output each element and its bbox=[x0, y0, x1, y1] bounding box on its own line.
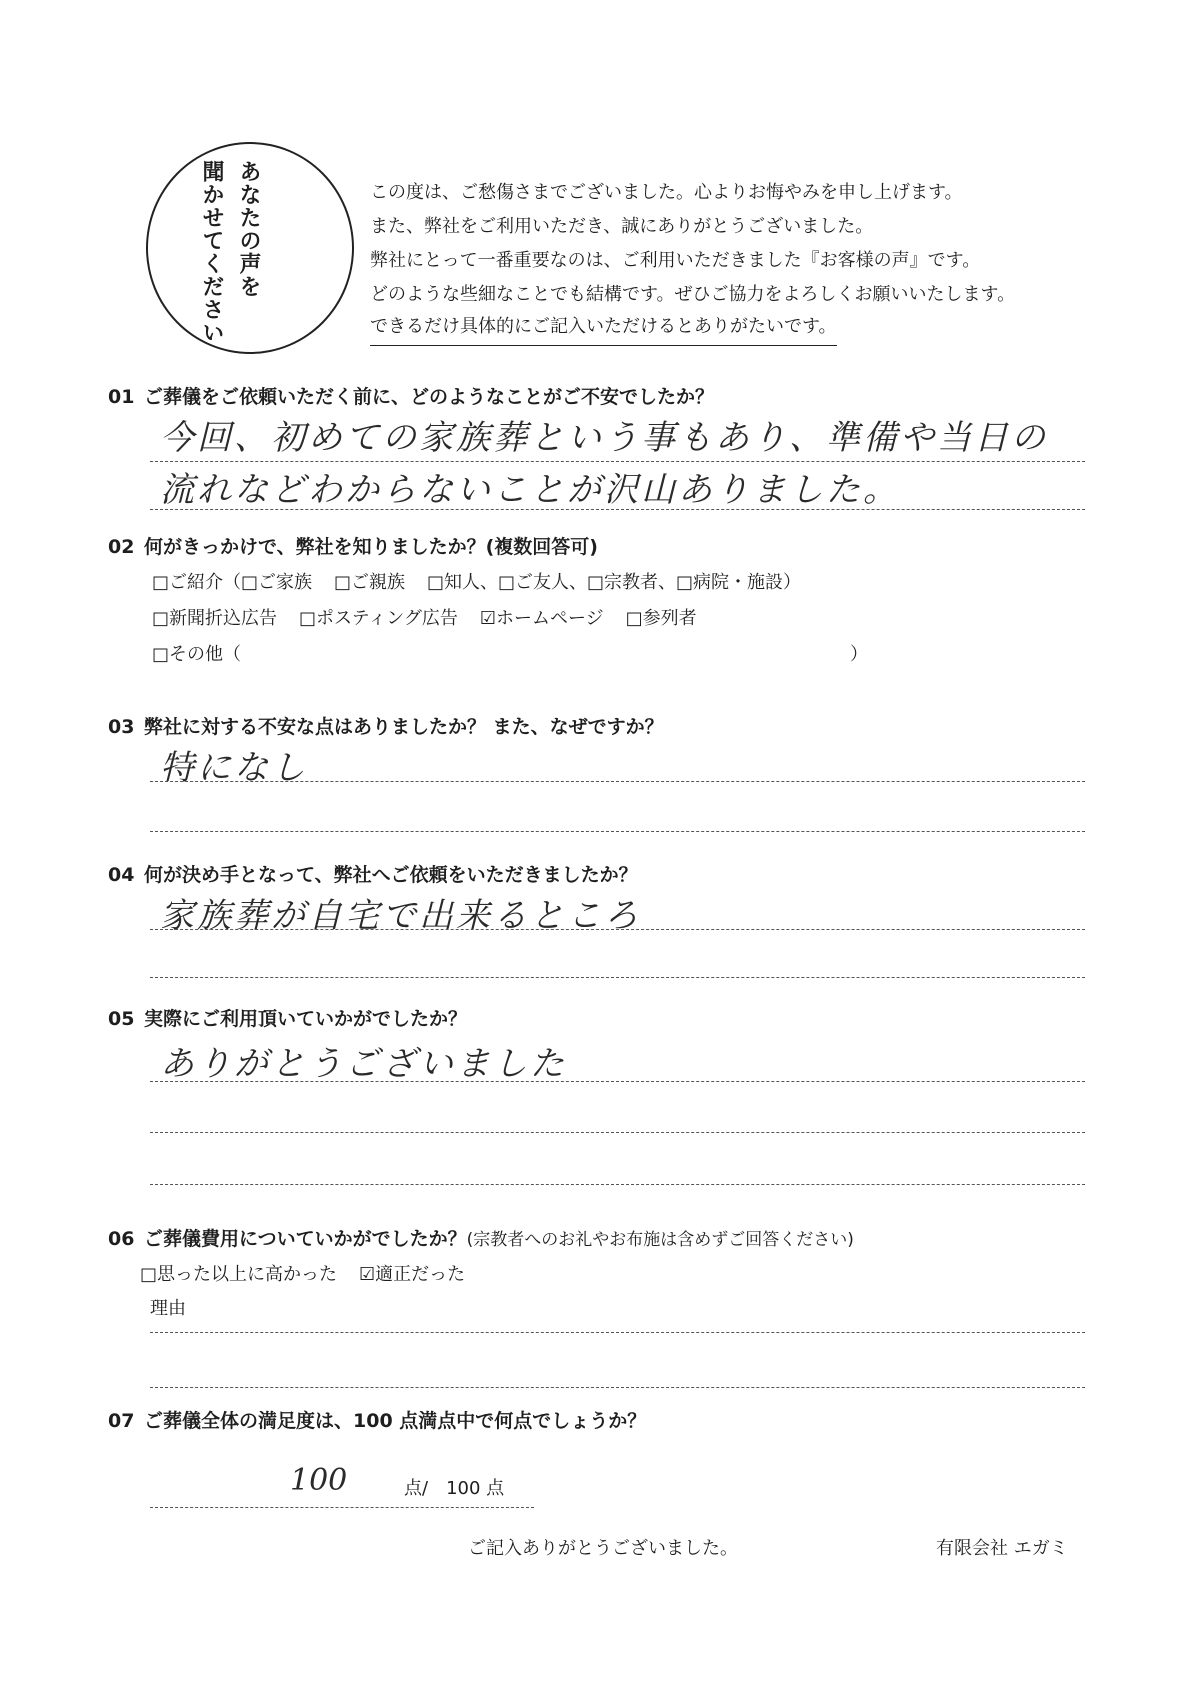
intro-line-4: どのような些細なことでも結構です。ぜひご協力をよろしくお願いいたします。 bbox=[370, 284, 1016, 305]
score-rule bbox=[150, 1507, 534, 1508]
question-05 bbox=[108, 1004, 467, 1031]
score-suffix: 点/ 100 点 bbox=[404, 1478, 505, 1499]
answer-04-rule-1 bbox=[150, 929, 1085, 930]
answer-03-line-1: 特になし bbox=[160, 748, 308, 788]
answer-04-rule-2 bbox=[150, 977, 1085, 978]
option-relatives[interactable]: □ご親族 bbox=[334, 572, 406, 593]
question-05-number: 05 bbox=[108, 1008, 135, 1030]
question-05-text: 実際にご利用頂いていかがでしたか？ bbox=[144, 1008, 468, 1030]
option-other[interactable]: □その他（ bbox=[152, 644, 242, 665]
question-06-note: (宗教者へのお礼やお布施は含めずご回答ください) bbox=[466, 1230, 854, 1250]
answer-03-rule-1 bbox=[150, 781, 1085, 782]
answer-01-line-2: 流れなどわからないことが沢山ありました。 bbox=[160, 470, 900, 510]
badge-text-1: あなたの声を bbox=[236, 160, 261, 298]
question-07-text: ご葬儀全体の満足度は、100 点満点中で何点でしょうか？ bbox=[144, 1410, 647, 1432]
reason-label: 理由 bbox=[150, 1298, 186, 1319]
question-06 bbox=[108, 1224, 854, 1251]
option-attendee[interactable]: □参列者 bbox=[625, 608, 697, 629]
question-04 bbox=[108, 860, 638, 887]
option-homepage[interactable]: ☑ホームページ bbox=[479, 608, 604, 629]
question-06-number: 06 bbox=[108, 1228, 135, 1250]
option-acquaintance-group[interactable]: □知人、□ご友人、□宗教者、□病院・施設） bbox=[427, 572, 802, 593]
intro-line-2: また、弊社をご利用いただき、誠にありがとうございました。 bbox=[370, 216, 874, 237]
answer-05-rule-3 bbox=[150, 1184, 1085, 1185]
question-03 bbox=[108, 712, 664, 739]
reason-rule-2 bbox=[150, 1387, 1085, 1388]
question-07 bbox=[108, 1406, 646, 1433]
q2-options-row-2 bbox=[152, 604, 697, 630]
question-01-text: ご葬儀をご依頼いただく前に、どのようなことがご不安でしたか？ bbox=[144, 386, 715, 408]
intro-line-3: 弊社にとって一番重要なのは、ご利用いただきました『お客様の声』です。 bbox=[370, 250, 981, 271]
answer-05-rule-1 bbox=[150, 1081, 1085, 1082]
answer-04-line-1: 家族葬が自宅で出来るところ bbox=[160, 896, 641, 936]
option-posting-ad[interactable]: □ポスティング広告 bbox=[299, 608, 458, 629]
question-07-number: 07 bbox=[108, 1410, 135, 1432]
q2-options-row-1 bbox=[152, 568, 801, 594]
reason-rule-1 bbox=[150, 1332, 1085, 1333]
answer-01-rule-2 bbox=[150, 509, 1085, 510]
badge-text-2: 聞かせてください bbox=[199, 160, 224, 344]
answer-03-rule-2 bbox=[150, 831, 1085, 832]
intro-line-1: この度は、ご愁傷さまでございました。心よりお悔やみを申し上げます。 bbox=[370, 182, 963, 203]
footer-company: 有限会社 エガミ bbox=[936, 1538, 1068, 1559]
question-01 bbox=[108, 382, 714, 409]
question-04-number: 04 bbox=[108, 864, 135, 886]
question-02-text: 何がきっかけで、弊社を知りましたか？(複数回答可) bbox=[144, 536, 598, 558]
answer-05-line-1: ありがとうございました bbox=[160, 1044, 567, 1084]
question-06-text: ご葬儀費用についていかがでしたか？ bbox=[144, 1228, 467, 1250]
question-03-text: 弊社に対する不安な点はありましたか？ また、なぜですか？ bbox=[144, 716, 664, 738]
answer-01-line-1: 今回、初めての家族葬という事もあり、準備や当日の bbox=[160, 418, 1048, 458]
q6-options-row bbox=[140, 1260, 465, 1286]
satisfaction-score: 100 bbox=[290, 1463, 348, 1498]
question-02 bbox=[108, 532, 598, 559]
question-01-number: 01 bbox=[108, 386, 135, 408]
option-other-close: ） bbox=[850, 644, 868, 665]
question-03-number: 03 bbox=[108, 716, 135, 738]
answer-05-rule-2 bbox=[150, 1132, 1085, 1133]
footer-thanks: ご記入ありがとうございました。 bbox=[468, 1538, 738, 1559]
question-02-number: 02 bbox=[108, 536, 135, 558]
option-more-expensive[interactable]: □思った以上に高かった bbox=[140, 1264, 338, 1285]
option-introduction-family[interactable]: □ご紹介（□ご家族 bbox=[152, 572, 313, 593]
question-04-text: 何が決め手となって、弊社へご依頼をいただきましたか？ bbox=[144, 864, 638, 886]
option-reasonable[interactable]: ☑適正だった bbox=[359, 1264, 466, 1285]
option-newspaper-insert[interactable]: □新聞折込広告 bbox=[152, 608, 278, 629]
intro-line-5: できるだけ具体的にご記入いただけるとありがたいです。 bbox=[370, 312, 837, 346]
